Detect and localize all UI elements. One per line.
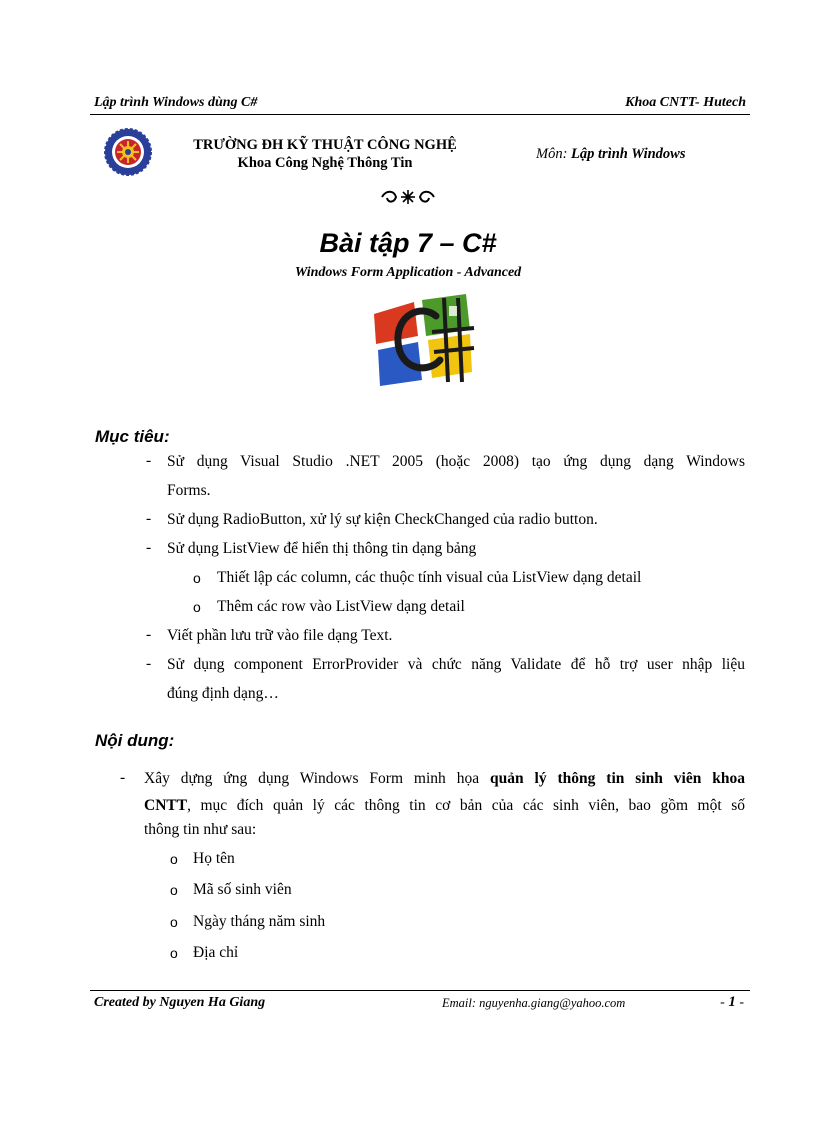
list-dash: - bbox=[146, 510, 152, 527]
list-bullet: o bbox=[170, 851, 178, 867]
footer-author: Created by Nguyen Ha Giang bbox=[94, 995, 266, 1010]
subject-line bbox=[536, 146, 685, 163]
field-item: Địa chỉ bbox=[193, 944, 239, 961]
page-header bbox=[90, 94, 750, 115]
field-item: Họ tên bbox=[193, 850, 235, 867]
content-intro-emphasis: CNTT bbox=[144, 797, 188, 814]
university-seal-icon bbox=[104, 128, 152, 176]
objective-5-line-2: đúng định dạng… bbox=[167, 685, 279, 702]
list-bullet: o bbox=[170, 914, 178, 930]
csharp-logo-icon bbox=[366, 292, 476, 388]
objectives-heading: Mục tiêu: bbox=[95, 427, 170, 446]
content-intro-line-3: thông tin như sau: bbox=[144, 821, 257, 838]
content-heading: Nội dung: bbox=[95, 731, 175, 750]
objective-5-line-1: Sử dụng component ErrorProvider và chức năng Validate để hỗ trợ user nhập liệu bbox=[167, 656, 745, 673]
list-bullet: o bbox=[193, 599, 201, 615]
content-intro-line-1 bbox=[144, 769, 745, 789]
objective-1-line-2: Forms. bbox=[167, 482, 211, 499]
list-dash: - bbox=[146, 626, 152, 643]
objective-2: Sử dụng RadioButton, xử lý sự kiện CheckChanged của radio button. bbox=[167, 511, 598, 528]
list-bullet: o bbox=[170, 882, 178, 898]
page-number-value: 1 bbox=[728, 994, 736, 1010]
objective-3-sub-1: Thiết lập các column, các thuộc tính visual của ListView dạng detail bbox=[217, 569, 642, 586]
page-footer bbox=[90, 990, 750, 1011]
field-item: Mã số sinh viên bbox=[193, 881, 292, 898]
page-suffix: - bbox=[735, 995, 744, 1010]
school-block bbox=[160, 136, 490, 172]
subject-prefix: Môn: bbox=[536, 146, 572, 162]
list-bullet: o bbox=[170, 945, 178, 961]
content-intro-line-2 bbox=[144, 796, 745, 816]
header-faculty: Khoa CNTT- Hutech bbox=[625, 95, 746, 110]
faculty-name: Khoa Công Nghệ Thông Tin bbox=[237, 155, 413, 171]
list-bullet: o bbox=[193, 570, 201, 586]
footer-email: Email: nguyenha.giang@yahoo.com bbox=[442, 996, 626, 1010]
list-dash: - bbox=[120, 769, 126, 786]
header-course-title: Lập trình Windows dùng C# bbox=[94, 95, 258, 110]
objective-1-line-1: Sử dụng Visual Studio .NET 2005 (hoặc 2008) tạo ứng dụng dạng Windows bbox=[167, 453, 745, 470]
list-dash: - bbox=[146, 452, 152, 469]
objective-3: Sử dụng ListView để hiển thị thông tin dạng bảng bbox=[167, 540, 477, 557]
page-number bbox=[720, 994, 744, 1011]
subject-name: Lập trình Windows bbox=[571, 146, 686, 162]
field-item: Ngày tháng năm sinh bbox=[193, 913, 326, 930]
list-dash: - bbox=[146, 539, 152, 556]
content-intro-text: Xây dựng ứng dụng Windows Form minh họa bbox=[144, 770, 490, 787]
document-subtitle: Windows Form Application - Advanced bbox=[294, 265, 522, 280]
ornament-divider-icon bbox=[380, 188, 436, 206]
document-title: Bài tập 7 – C# bbox=[319, 228, 497, 258]
list-dash: - bbox=[146, 655, 152, 672]
school-name: TRƯỜNG ĐH KỸ THUẬT CÔNG NGHỆ bbox=[193, 137, 457, 153]
objective-4: Viết phần lưu trữ vào file dạng Text. bbox=[167, 627, 393, 644]
page-prefix: - bbox=[720, 995, 729, 1010]
content-intro-text: , mục đích quản lý các thông tin cơ bản của các sinh viên, bao gồm một số bbox=[187, 797, 745, 814]
objective-3-sub-2: Thêm các row vào ListView dạng detail bbox=[217, 598, 465, 615]
content-intro-emphasis: quản lý thông tin sinh viên khoa bbox=[490, 770, 745, 787]
